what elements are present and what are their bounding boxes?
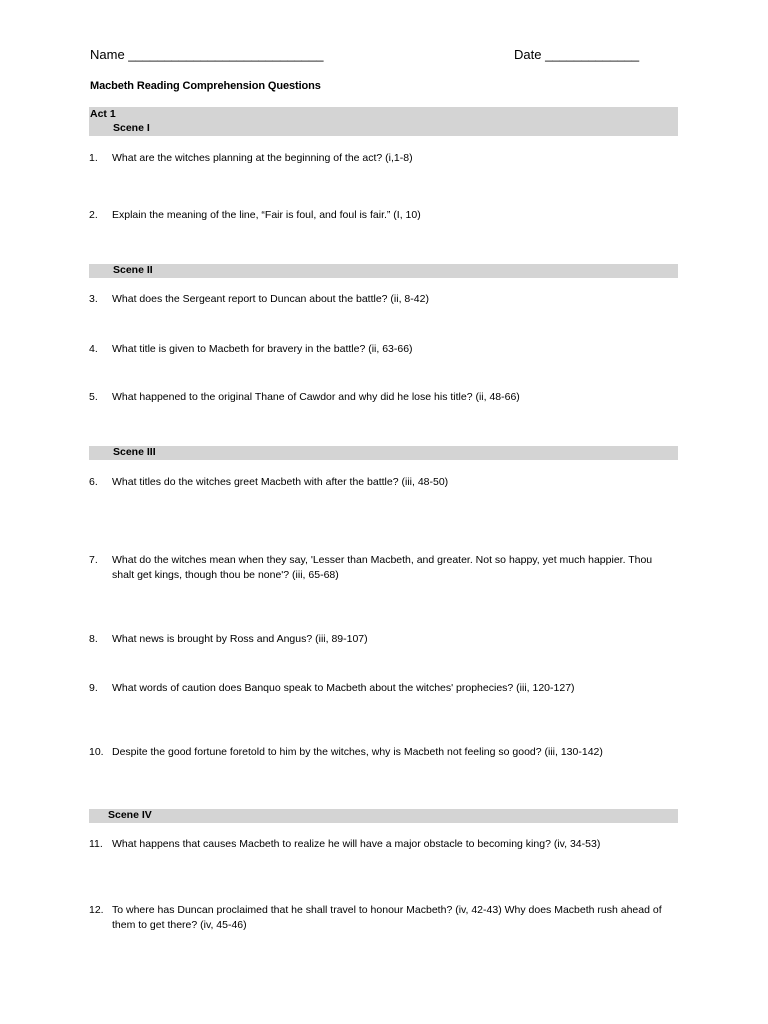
question-number: 10. (89, 746, 104, 758)
question-number: 4. (89, 343, 98, 355)
scene-4-label: Scene IV (108, 809, 152, 821)
name-field-label: Name ___________________________ (90, 47, 324, 62)
date-field-label: Date _____________ (514, 47, 640, 62)
question-text: What title is given to Macbeth for bravery in the battle? (ii, 63-66) (112, 343, 413, 355)
question-text: To where has Duncan proclaimed that he shall travel to honour Macbeth? (iv, 42-43) Why does Macbeth rush ahead of them to get there? (iv, 45-46) (112, 904, 662, 931)
scene-3-header-bar (89, 446, 678, 460)
question-number: 6. (89, 476, 98, 488)
question-number: 5. (89, 391, 98, 403)
question-number: 2. (89, 209, 98, 221)
question-text: What happens that causes Macbeth to realize he will have a major obstacle to becoming king? (iv, 34-53) (112, 838, 601, 850)
question-text: What are the witches planning at the beginning of the act? (i,1-8) (112, 152, 413, 164)
question-text: What happened to the original Thane of Cawdor and why did he lose his title? (ii, 48-66) (112, 391, 520, 403)
question-text: What does the Sergeant report to Duncan about the battle? (ii, 8-42) (112, 293, 429, 305)
scene-2-label: Scene II (113, 264, 153, 276)
scene-3-label: Scene III (113, 446, 156, 458)
question-number: 9. (89, 682, 98, 694)
question-number: 3. (89, 293, 98, 305)
question-number: 7. (89, 554, 98, 566)
act-label: Act 1 (90, 108, 116, 120)
question-text: Explain the meaning of the line, “Fair is foul, and foul is fair.” (I, 10) (112, 209, 421, 221)
scene-2-header-bar (89, 264, 678, 278)
scene-1-label: Scene I (113, 122, 150, 134)
act-1-header-bar (89, 107, 678, 136)
question-text: What news is brought by Ross and Angus? (iii, 89-107) (112, 633, 368, 645)
question-number: 12. (89, 904, 104, 916)
document-title: Macbeth Reading Comprehension Questions (90, 80, 321, 92)
scene-4-header-bar (89, 809, 678, 823)
question-text: What titles do the witches greet Macbeth with after the battle? (iii, 48-50) (112, 476, 449, 488)
question-text: Despite the good fortune foretold to him by the witches, why is Macbeth not feeling so good? (iii, 130-142) (112, 746, 603, 758)
question-text: What words of caution does Banquo speak to Macbeth about the witches' prophecies? (iii, 120-127) (112, 682, 575, 694)
question-number: 8. (89, 633, 98, 645)
question-number: 1. (89, 152, 98, 164)
question-text: What do the witches mean when they say, 'Lesser than Macbeth, and greater. Not so happy, yet much happier. Thou shalt get kings, though thou be none'? (iii, 65-68) (112, 554, 653, 581)
question-number: 11. (89, 838, 103, 850)
